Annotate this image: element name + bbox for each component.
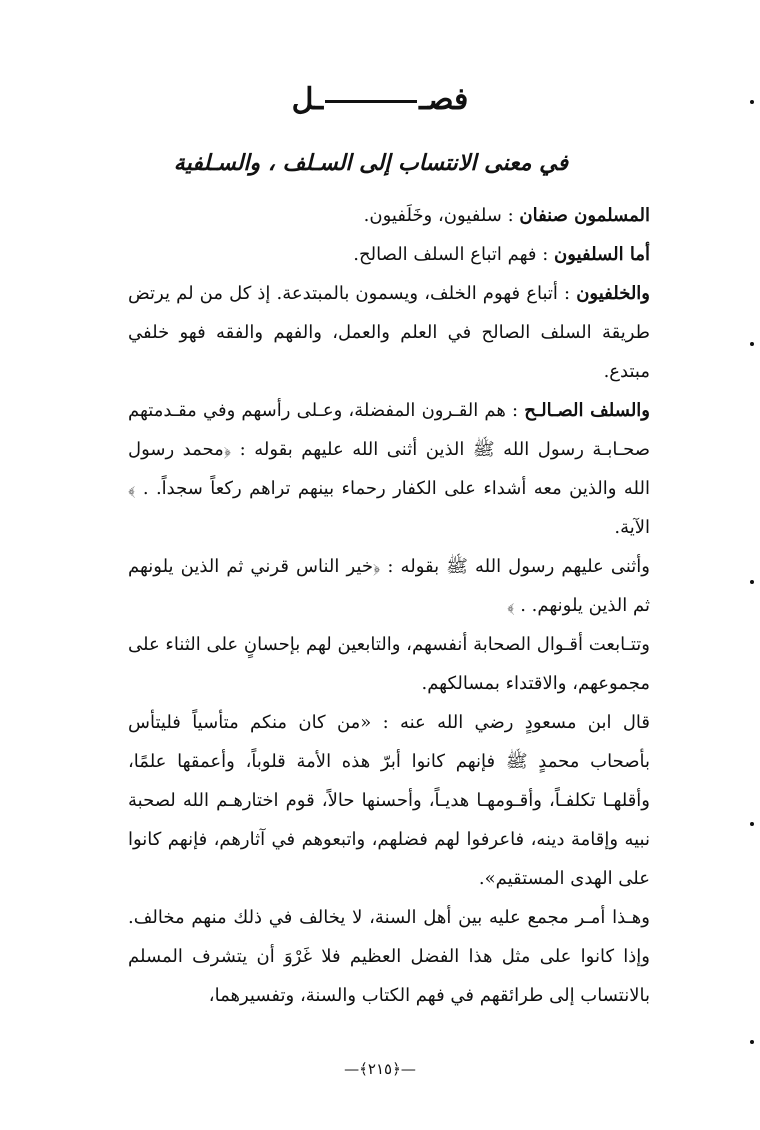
paragraph-text: : سلفيون، وخَلَفيون.: [363, 205, 520, 226]
paragraph: [128, 235, 650, 274]
margin-dot: [750, 342, 754, 346]
paragraph: [128, 274, 650, 391]
paragraph: [128, 625, 650, 703]
section-heading: [0, 82, 760, 117]
heading-part-2: ـل: [291, 82, 324, 117]
paragraph: [128, 196, 650, 235]
heading-kashida-line: [325, 100, 417, 103]
paragraph-text: وأثنى عليهم رسول الله ﷺ بقوله : ﴿خير الناس قرني ثم الذين يلونهم ثم الذين يلونهم. . ﴾: [128, 556, 650, 616]
margin-dot: [750, 822, 754, 826]
body-text: [128, 196, 650, 1015]
paragraph: [128, 391, 650, 547]
paragraph-text: قال ابن مسعودٍ رضي الله عنه : «من كان منكم متأسياً فليتأس بأصحاب محمدٍ ﷺ فإنهم كانوا أبرّ هذه الأمة قلوباً، وأعمقها علمًا، وأقلهـا تكلفـاً، وأقـومهـا هديـاً، وأحسنها حالاً، قوم اختارهـم الله لصحبة نبيه وإقامة دينه، فاعرفوا لهم فضلهم، واتبعوهم في آثارهم، فإنهم كانوا على الهدى المستقيم».: [128, 712, 650, 889]
paragraph-text: وتتـابعت أقـوال الصحابة أنفسهم، والتابعين لهم بإحسانٍ على الثناء على مجموعهم، والاقتداء بمسالكهم.: [128, 634, 650, 694]
page-number: —﴿٢١٥﴾—: [344, 1060, 416, 1078]
paragraph-lead: أما السلفيون: [554, 244, 650, 265]
margin-dot: [750, 100, 754, 104]
paragraph: [128, 547, 650, 625]
paragraph-text: وهـذا أمـر مجمع عليه بين أهل السنة، لا يخالف في ذلك منهم مخالف. وإذا كانوا على مثل هذا الفضل العظيم فلا غَرْوَ أن يتشرف المسلم بالانتساب إلى طرائقهم في فهم الكتاب والسنة، وتفسيرهما،: [128, 907, 650, 1006]
heading-part-1: فصـ: [419, 82, 469, 117]
paragraph-lead: والخلفيون: [576, 283, 650, 304]
paragraph: [128, 703, 650, 898]
paragraph-text: : هم القـرون المفضلة، وعـلى رأسهم وفي مقـدمتهم صحـابـة رسول الله ﷺ الذين أثنى الله عليهم بقوله : ﴿محمد رسول الله والذين معه أشداء على الكفار رحماء بينهم تراهم ركعاً سجداً. . ﴾ الآية.: [128, 400, 650, 538]
section-subheading: في معنى الانتساب إلى السـلف ، والسـلفية: [173, 150, 568, 176]
paragraph-text: : فهم اتباع السلف الصالح.: [353, 244, 555, 265]
margin-dot: [750, 580, 754, 584]
paragraph-text: : أتباع فهوم الخلف، ويسمون بالمبتدعة. إذ كل من لم يرتض طريقة السلف الصالح في العلم والعمل، والفهم والفقه فهو خلفي مبتدع.: [128, 283, 650, 382]
paragraph: [128, 898, 650, 1015]
paragraph-lead: المسلمون صنفان: [519, 205, 650, 226]
paragraph-lead: والسلف الصـالـح: [524, 400, 650, 421]
margin-dot: [750, 1040, 754, 1044]
